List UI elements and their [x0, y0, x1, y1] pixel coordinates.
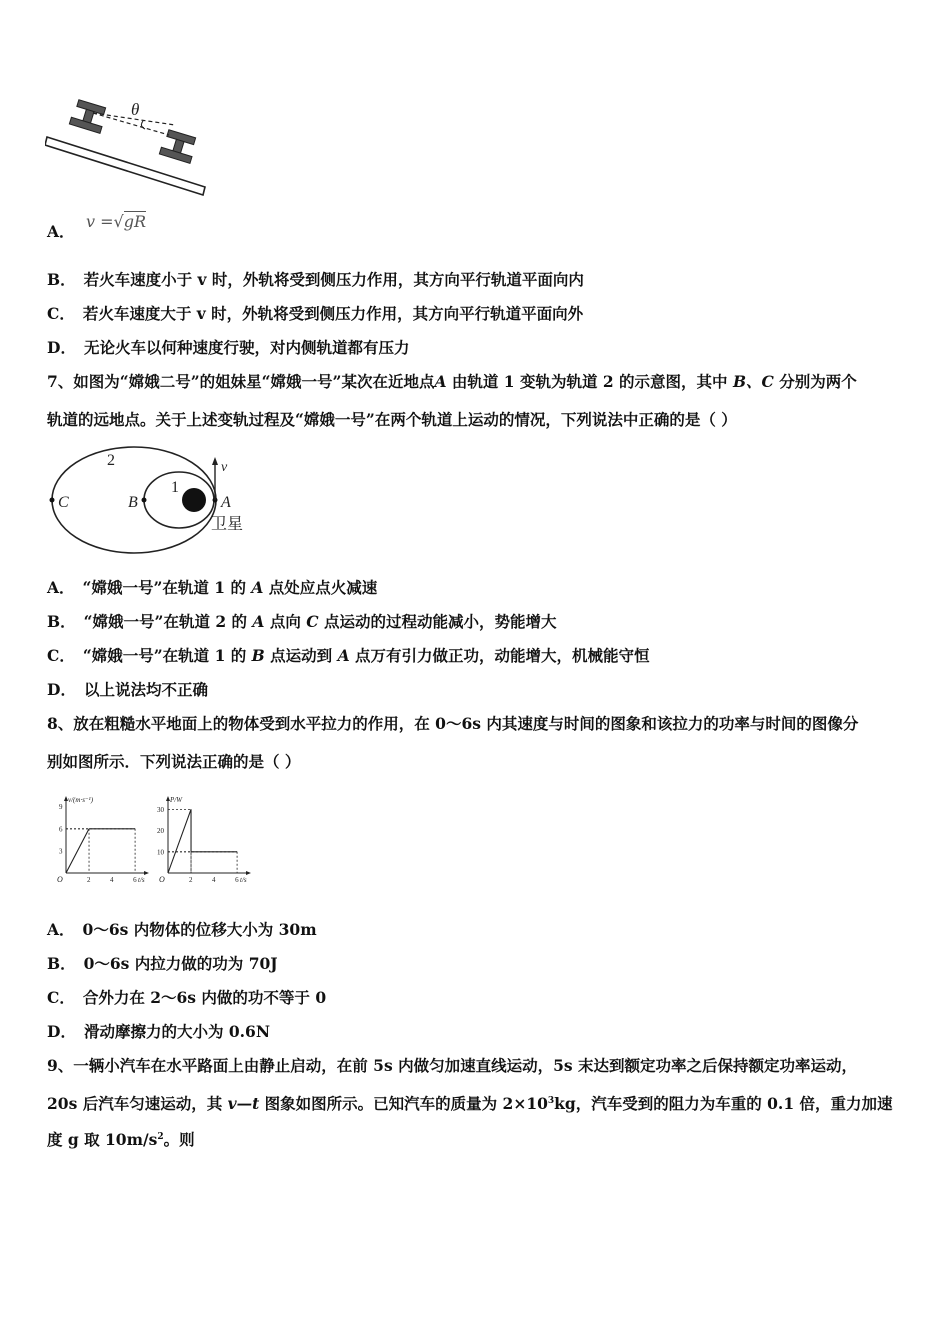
x-tick-label: 6 [235, 876, 239, 884]
formula-v-sqrt-gr: v =√gR [85, 212, 146, 231]
x-tick-label: 4 [212, 876, 216, 884]
angle-arc [141, 121, 145, 129]
origin-label: O [57, 875, 63, 884]
option-text: 无论火车以何种速度行驶，对内侧轨道都有压力 [83, 338, 410, 357]
x-axis-arrow [246, 871, 251, 875]
q7-stem-line2: 轨道的远地点。关于上述变轨过程及“嫦娥一号”在两个轨道上运动的情况，下列说法中正确的是（ ） [47, 410, 737, 429]
left-rail [69, 99, 107, 133]
q8-stem-line1: 8、放在粗糙水平地面上的物体受到水平拉力的作用，在 0～6s 内其速度与时间的图象和该拉力的功率与时间的图像分 [47, 714, 859, 733]
x-axis-label: t/s [240, 876, 247, 884]
sqrt-sign: √ [113, 212, 124, 231]
point-c-dot [50, 498, 55, 503]
x-tick-label: 2 [87, 876, 91, 884]
option-text: 若火车速度大于 v 时，外轨将受到侧压力作用，其方向平行轨道平面向外 [82, 304, 584, 323]
y-tick-label: 9 [59, 803, 63, 812]
q6-option-a [47, 212, 146, 242]
q7-option-b: B． “嫦娥一号”在轨道 2 的 A 点向 C 点运动的过程动能减小，势能增大 [47, 612, 557, 631]
q8-option-c: C． 合外力在 2～6s 内做的功不等于 0 [47, 988, 327, 1007]
option-label: A． [47, 222, 75, 241]
q8-option-a: A． 0～6s 内物体的位移大小为 30m [47, 920, 317, 939]
q9-line2: 20s 后汽车匀速运动，其 v—t 图象如图所示。已知汽车的质量为 $2\times 10^3kg$，汽车受到的阻力为车重的 0.1 倍，重力加速 [47, 1094, 893, 1113]
right-rail [159, 129, 197, 163]
rail-incline-figure [45, 95, 210, 200]
theta-label: θ [131, 100, 140, 119]
q8-option-d: D． 滑动摩擦力的大小为 0.6N [47, 1022, 270, 1041]
q8-option-b: B． 0～6s 内拉力做的功为 70J [47, 954, 278, 973]
y-tick-label: 30 [157, 805, 164, 814]
option-label: C． [47, 304, 75, 323]
x-tick-label: 6 [133, 876, 137, 884]
option-text: 若火车速度小于 v 时，外轨将受到侧压力作用，其方向平行轨道平面向内 [83, 270, 584, 289]
orbit-1-label: 1 [171, 479, 179, 496]
earth [182, 488, 206, 512]
x-tick-label: 4 [110, 876, 114, 884]
x-tick-label: 2 [189, 876, 193, 884]
orbit-2-label: 2 [107, 452, 115, 469]
option-label: B． [47, 270, 76, 289]
q7-option-d: D． 以上说法均不正确 [47, 680, 208, 699]
y-tick-label: 20 [157, 827, 164, 836]
satellite-label: 卫星 [211, 516, 244, 533]
x-axis-arrow [144, 871, 149, 875]
origin-label: O [159, 875, 165, 884]
point-b-label: B [128, 494, 138, 511]
q9-line1: 9、一辆小汽车在水平路面上由静止启动，在前 5s 内做匀加速直线运动，5s 末达到额定功率之后保持额定功率运动， [47, 1056, 857, 1075]
point-c-label: C [58, 494, 69, 511]
y-tick-label: 6 [59, 825, 63, 834]
q7-stem-line1: 7、如图为“嫦娥二号”的姐妹星“嫦娥一号”某次在近地点A 由轨道 1 变轨为轨道 2 的示意图，其中 B、C 分别为两个 [47, 372, 857, 391]
option-label: D． [47, 338, 76, 357]
velocity-label: v [221, 460, 228, 475]
q6-option-c [47, 304, 583, 324]
q6-option-b [47, 270, 584, 290]
q8-stem-line2: 别如图所示．下列说法正确的是（ ） [47, 752, 301, 771]
power-time-chart [154, 795, 254, 885]
series-segment [66, 829, 89, 873]
q9-line3: 度 g 取 $10m/s^2$。则 [47, 1130, 195, 1149]
q7-option-a: A． “嫦娥一号”在轨道 1 的 A 点处应点火减速 [47, 578, 378, 597]
q7-option-c: C． “嫦娥一号”在轨道 1 的 B 点运动到 A 点万有引力做正功，动能增大，机械能守恒 [47, 646, 650, 665]
velocity-arrow-head [212, 457, 218, 465]
series-segment [168, 809, 191, 873]
x-axis-label: t/s [138, 876, 145, 884]
velocity-time-chart [52, 795, 152, 885]
y-axis-label: P/W [170, 796, 183, 804]
orbit-figure [44, 445, 264, 560]
q6-option-d [47, 338, 409, 358]
point-b-dot [142, 498, 147, 503]
y-tick-label: 3 [59, 847, 63, 856]
point-a-label: A [221, 494, 231, 511]
y-axis-label: v/(m·s⁻¹) [68, 796, 94, 804]
y-tick-label: 10 [157, 848, 164, 857]
